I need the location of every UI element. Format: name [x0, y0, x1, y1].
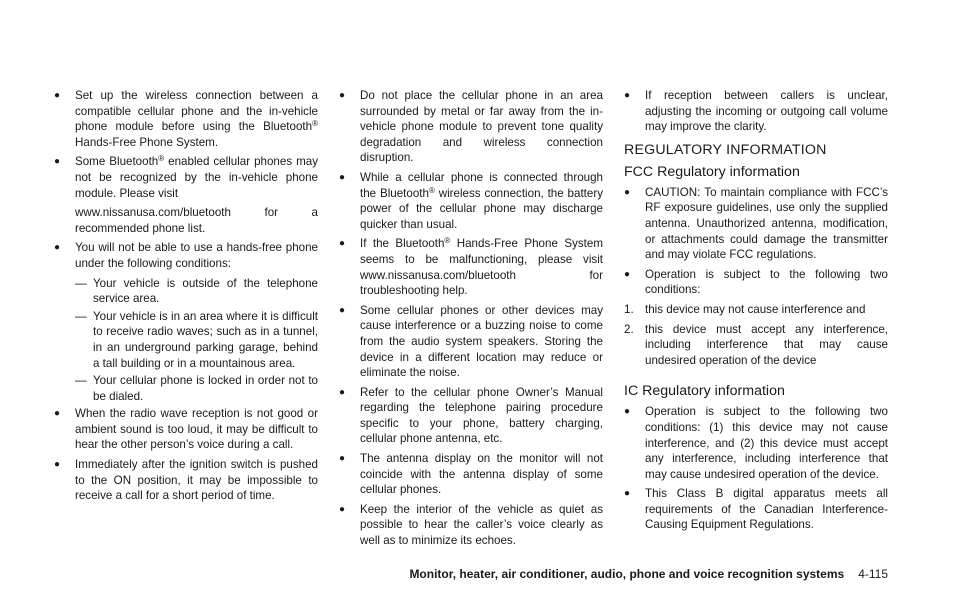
bullet-icon: ●: [54, 242, 61, 254]
column-1: [54, 88, 318, 508]
bullet-icon: ●: [54, 156, 61, 168]
sub-list-item: — Your vehicle is in an area where it is difficult to receive radio waves; such as in a tunnel, in an underground parking garage, behind a tall building or in a mountainous area.: [75, 309, 318, 370]
list-item: ● When the radio wave reception is not good or ambient sound is too loud, it may be difficult to hear the other person’s voice during a call.: [54, 407, 318, 452]
sub-list-item: — Your cellular phone is locked in order not to be dialed.: [75, 374, 318, 403]
bullet-icon: ●: [339, 304, 346, 316]
footer-title: Monitor, heater, air conditioner, audio, phone and voice recognition systems: [409, 567, 845, 581]
bullet-icon: ●: [339, 453, 346, 465]
list-item: ● The antenna display on the monitor will not coincide with the antenna display of some cellular phones.: [339, 452, 603, 497]
url-paragraph: www.nissanusa.com/bluetooth for a recommended phone list.: [75, 206, 318, 235]
list-item: ● You will not be able to use a hands-free phone under the following conditions:: [54, 241, 318, 270]
item-number: 1.: [624, 302, 634, 316]
list-item: ● Immediately after the ignition switch is pushed to the ON position, it may be impossible to receive a call for a short period of time.: [54, 458, 318, 503]
section-heading: REGULATORY INFORMATION: [624, 141, 827, 158]
numbered-item: 2. this device must accept any interference, including interference that may cause undesired operation of the device: [624, 322, 888, 367]
subsection-heading-fcc: FCC Regulatory information: [624, 163, 800, 180]
bullet-icon: ●: [54, 459, 61, 471]
bullet-icon: ●: [624, 186, 631, 198]
bullet-icon: ●: [624, 268, 631, 280]
sub-list-item: — Your vehicle is outside of the telephone service area.: [75, 276, 318, 306]
list-item: ● If reception between callers is unclear, adjusting the incoming or outgoing call volume may improve the clarity.: [624, 89, 888, 134]
list-item: ● CAUTION: To maintain compliance with FCC’s RF exposure guidelines, use only the supplied antenna. Unauthorized antenna, modification, or attachments could damage the transmitter and may violate FCC regulations.: [624, 185, 888, 262]
list-item: ● Do not place the cellular phone in an area surrounded by metal or far away from the in-vehicle phone module to prevent tone quality degradation and wireless connection disruption.: [339, 89, 603, 165]
column-3: [624, 88, 888, 537]
subsection-heading-ic: IC Regulatory information: [624, 383, 785, 400]
dash-icon: —: [75, 309, 87, 323]
page-footer: [0, 566, 888, 582]
dash-icon: —: [75, 374, 87, 388]
bullet-icon: ●: [339, 90, 346, 101]
numbered-item: 1. this device may not cause interference and: [624, 302, 866, 316]
registered-mark: ®: [158, 154, 165, 164]
registered-mark: ®: [428, 185, 435, 195]
registered-mark: ®: [444, 236, 451, 246]
column-2: [339, 88, 603, 553]
bullet-icon: ●: [624, 406, 631, 418]
list-item: ● If the Bluetooth® Hands-Free Phone System seems to be malfunctioning, please visit www.nissanusa.com/bluetooth for troubleshooting help.: [339, 236, 603, 298]
bullet-icon: ●: [339, 503, 346, 515]
list-item: ● Refer to the cellular phone Owner’s Manual regarding the telephone pairing procedure specific to your phone, battery charging, cellular phone antenna, etc.: [339, 385, 603, 446]
bullet-icon: ●: [339, 386, 346, 398]
list-item: ● Operation is subject to the following two conditions: (1) this device may not cause interference, and (2) this device must accept any interference, including interference that may cause undesired operation of the device.: [624, 405, 888, 481]
page-number: 4-115: [858, 567, 888, 581]
list-item: ● Some cellular phones or other devices may cause interference or a buzzing noise to come from the audio system speakers. Storing the device in a different location may reduce or eliminate the noise.: [339, 303, 603, 380]
dash-icon: —: [75, 276, 87, 290]
bullet-icon: ●: [54, 408, 61, 420]
list-item: ● Keep the interior of the vehicle as quiet as possible to hear the caller’s voice clearly as well as to minimize its echoes.: [339, 502, 603, 548]
item-number: 2.: [624, 322, 634, 336]
bullet-icon: ●: [624, 90, 631, 101]
registered-mark: ®: [312, 119, 318, 129]
list-item: ● Set up the wireless connection between a compatible cellular phone and the in-vehicle phone module before using the Bluetooth® Hands-Free Phone System.: [54, 89, 318, 149]
list-item: ● While a cellular phone is connected through the Bluetooth® wireless connection, the battery power of the cellular phone may discharge quicker than usual.: [339, 170, 603, 231]
list-item: ● Operation is subject to the following two conditions:: [624, 267, 888, 297]
bullet-icon: ●: [624, 488, 631, 500]
bullet-icon: ●: [339, 171, 346, 183]
list-item: ● This Class B digital apparatus meets all requirements of the Canadian Interference-Causing Equipment Regulations.: [624, 487, 888, 532]
bullet-icon: ●: [339, 238, 346, 250]
bullet-icon: ●: [54, 90, 61, 101]
list-item: ● Some Bluetooth® enabled cellular phones may not be recognized by the in-vehicle phone module. Please visit: [54, 154, 318, 200]
